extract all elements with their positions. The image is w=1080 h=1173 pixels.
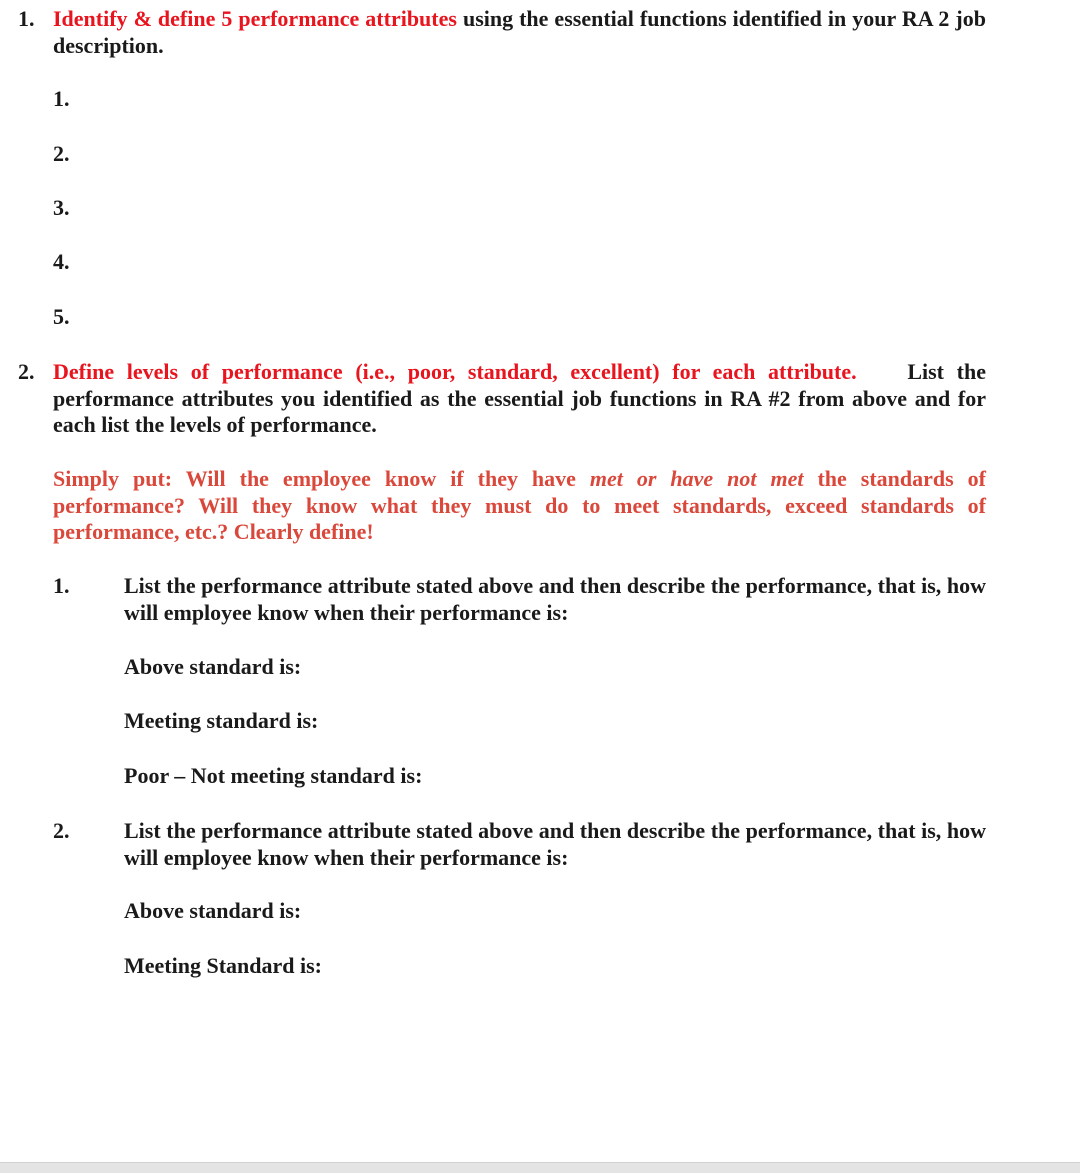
question-2-note-part2: the standards of performance? Will they know what they must do to meet standards, exceed standards of performance, etc.? Clearly define! — [53, 466, 987, 544]
question-2-number: 2. — [18, 359, 35, 384]
question-2-note-italic: met or have not met — [589, 466, 804, 491]
answer-blank-1: 1. — [53, 86, 70, 111]
question-2-note-part1: Simply put: Will the employee know if they have — [53, 466, 590, 491]
answer-blank-4: 4. — [53, 249, 70, 274]
answer-blank-3: 3. — [53, 195, 70, 220]
horizontal-scrollbar[interactable] — [0, 1162, 1080, 1173]
sub-item-1-poor-standard: Poor – Not meeting standard is: — [124, 763, 423, 788]
question-2-note — [53, 466, 986, 546]
question-2-heading-rest: List the performance attributes you identified as the essential job functions in RA #2 from above and for each list the levels of performance. — [53, 359, 986, 437]
question-1-heading-red: Identify & define 5 performance attributes — [53, 6, 457, 31]
sub-item-2-above-standard: Above standard is: — [124, 898, 302, 923]
question-1-number: 1. — [18, 6, 35, 31]
sub-item-1-number: 1. — [53, 573, 70, 598]
answer-blank-2: 2. — [53, 141, 70, 166]
sub-item-1-text: List the performance attribute stated above and then describe the performance, that is, how will employee know when their performance is: — [124, 573, 986, 625]
sub-item-2-text: List the performance attribute stated above and then describe the performance, that is, how will employee know when their performance is: — [124, 818, 986, 870]
sub-item-2-meeting-standard: Meeting Standard is: — [124, 953, 322, 978]
question-2-heading-red: Define levels of performance (i.e., poor, standard, excellent) for each attribute. — [53, 359, 857, 384]
question-2-heading — [53, 359, 986, 439]
question-1-heading — [53, 6, 986, 59]
sub-item-1-meeting-standard: Meeting standard is: — [124, 708, 319, 733]
answer-blank-5: 5. — [53, 304, 70, 329]
sub-item-1-above-standard: Above standard is: — [124, 654, 302, 679]
question-1-heading-rest: using the essential functions identified in your RA 2 job description. — [53, 6, 986, 58]
sub-item-2-number: 2. — [53, 818, 70, 843]
